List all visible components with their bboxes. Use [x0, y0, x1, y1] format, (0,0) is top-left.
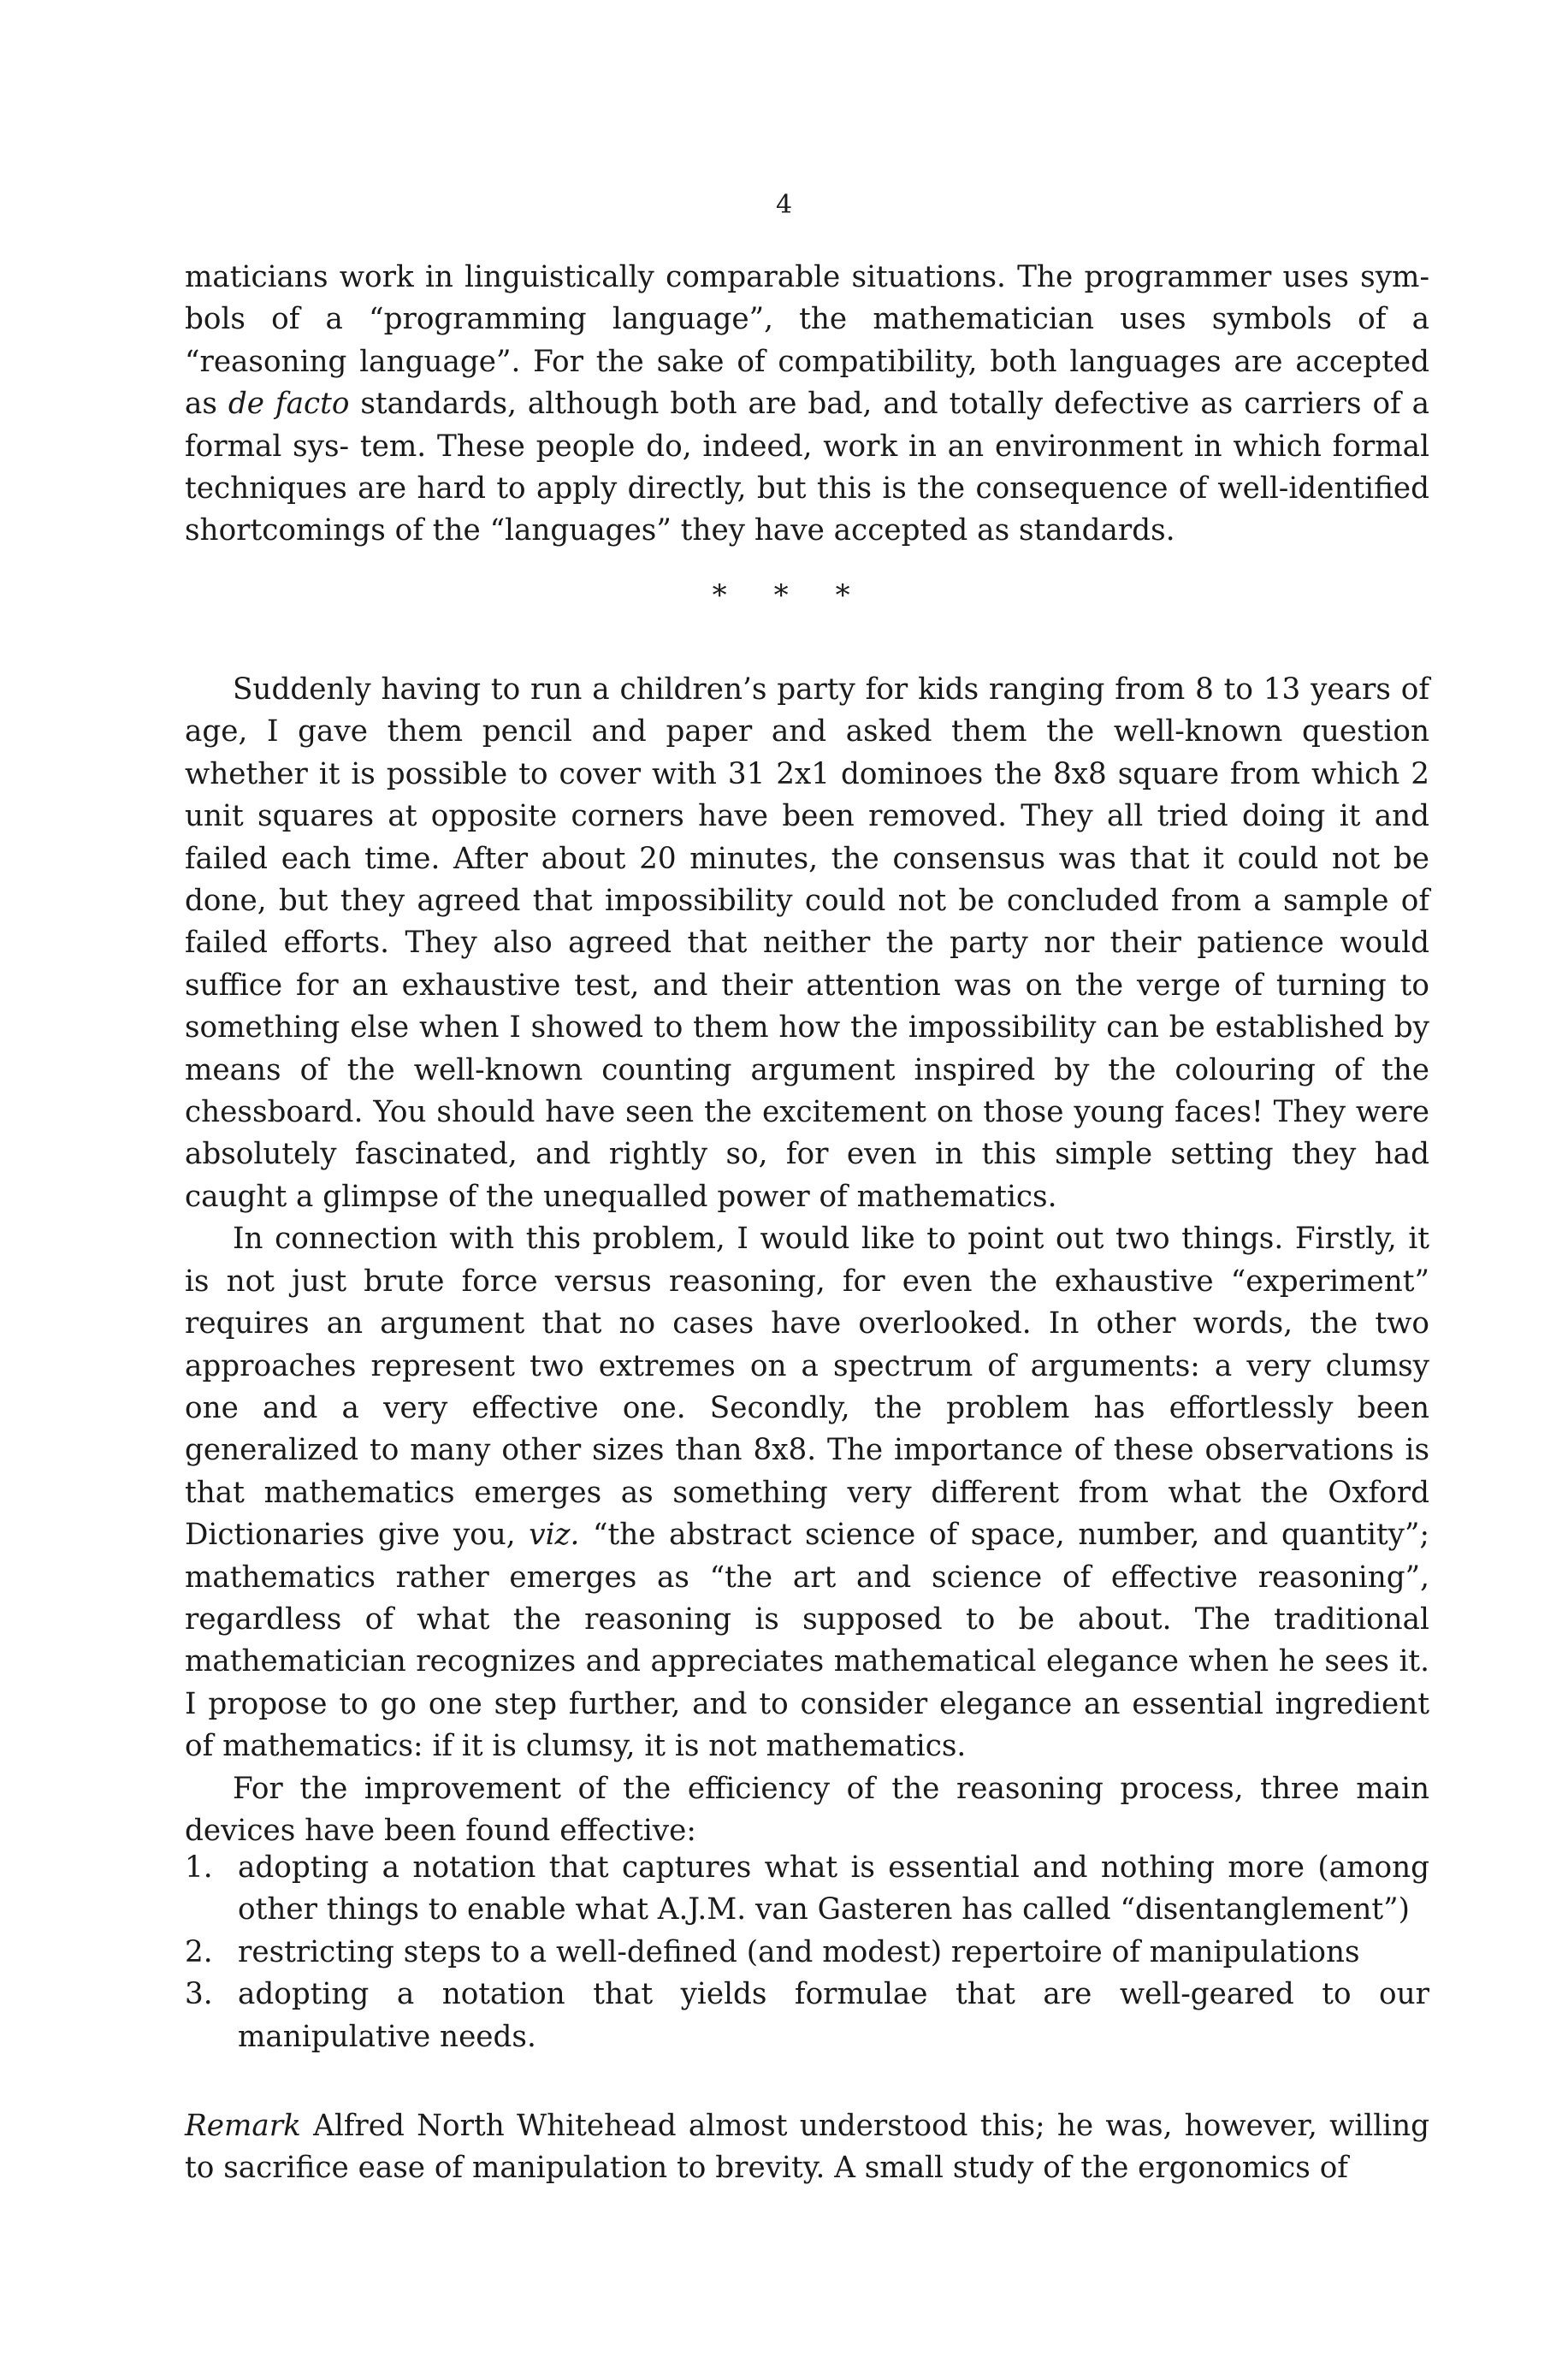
- list-item: [185, 1974, 1429, 2058]
- list-item-text: adopting a notation that captures what is essential and nothing more (among other things to enable what A.J.M. van Gasteren has called “disentanglement”): [238, 1850, 1429, 1927]
- opening-paragraph: [185, 257, 1429, 553]
- connection-text-2: “the abstract science of space, number, and quantity”; mathematics rather emerges as “the art and science of effective reasoning”, regardless of what the reasoning is supposed to be about. The traditional mathematician recognizes and appreciates mathematical elegance when he sees it. I propose to go one step further, and to consider elegance an essential ingredient of mathematics: if it is clumsy, it is not mathematics.: [185, 1518, 1429, 1764]
- opening-text-1: maticians work in linguistically comparable situations. The programmer uses sym- bols of a “programming language”, the mathematician uses symbols of a “reasoning language”. For the sake of compatibility, both languages are accepted as: [185, 260, 1429, 422]
- remark-block: [185, 2105, 1429, 2190]
- list-item: [185, 1847, 1429, 1932]
- remark-text: Alfred North Whitehead almost understood this; he was, however, willing to sacrifice ease of manipulation to brevity. A small study of the ergonomics of: [185, 2109, 1429, 2186]
- devices-list: [185, 1847, 1429, 2058]
- opening-paragraph-block: [185, 257, 1429, 553]
- de-facto-term: de facto: [228, 387, 350, 422]
- party-paragraph: Suddenly having to run a children’s party for kids ranging from 8 to 13 years of age, I gave them pencil and paper and asked them the well-known question whether it is possible to cover with 31 2x1 dominoes the 8x8 square from which 2 unit squares at opposite corners have been removed. They all tried doing it and failed each time. After about 20 minutes, the consensus was that it could not be done, but they agreed that impossibility could not be concluded from a sample of failed efforts. They also agreed that neither the party nor their patience would suffice for an exhaustive test, and their attention was on the verge of turning to something else when I showed to them how the impossibility can be established by means of the well-known counting argument inspired by the colouring of the chessboard. You should have seen the excitement on those young faces! They were absolutely fascinated, and rightly so, for even in this simple setting they had caught a glimpse of the unequalled power of mathematics.: [185, 672, 1429, 1214]
- improvement-paragraph: For the improvement of the efficiency of the reasoning process, three main devices have been found effective:: [185, 1771, 1429, 1848]
- remark-label: Remark: [185, 2109, 301, 2143]
- main-text-block: [185, 669, 1429, 1852]
- connection-paragraph: [185, 1218, 1429, 1767]
- list-item: [185, 1932, 1429, 1974]
- list-item-number: 3.: [185, 1977, 213, 2012]
- connection-text-1: In connection with this problem, I would like to point out two things. Firstly, it is not just brute force versus reasoning, for even the exhaustive “experiment” requires an argument that no cases have overlooked. In other words, the two approaches represent two extremes on a spectrum of arguments: a very clumsy one and a very effective one. Secondly, the problem has effortlessly been generalized to many other sizes than 8x8. The importance of these observations is that mathematics emerges as something very different from what the Oxford Dictionaries give you,: [185, 1222, 1429, 1553]
- remark-paragraph: [185, 2105, 1429, 2190]
- list-item-text: restricting steps to a well-defined (and modest) repertoire of manipulations: [238, 1934, 1360, 1969]
- section-separator: * * *: [712, 578, 856, 613]
- opening-text-2: standards, although both are bad, and totally defective as carriers of a formal sys- tem. These people do, indeed, work in an environment in which formal techniques are hard to apply directly, but this is the consequence of well-identified shortcomings of the “languages” they have accepted as standards.: [185, 387, 1429, 548]
- viz-term: viz.: [529, 1518, 580, 1553]
- list-item-text: adopting a notation that yields formulae that are well-geared to our manipulative needs.: [238, 1977, 1429, 2054]
- page-number: 4: [775, 190, 793, 220]
- list-item-number: 1.: [185, 1850, 213, 1885]
- list-item-number: 2.: [185, 1934, 213, 1969]
